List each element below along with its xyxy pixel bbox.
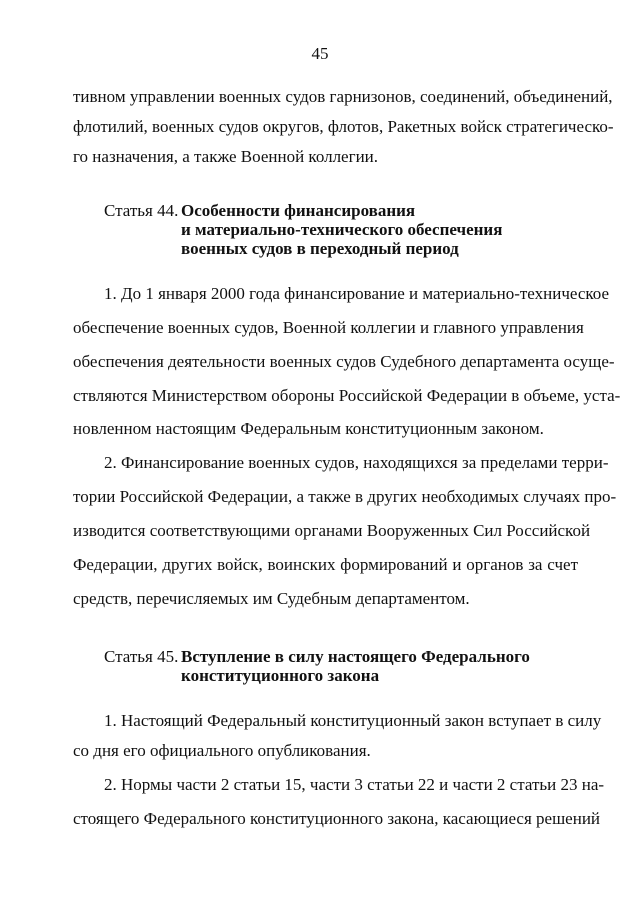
article-45-title-line: Вступление в силу настоящего Федерального xyxy=(181,647,530,666)
article-44-para1-line: 1. До 1 января 2000 года финансирование и материально-техническое xyxy=(104,284,610,303)
article-45-label: Статья 45. xyxy=(104,647,179,666)
article-44-para2-line: средств, перечисляемых им Судебным департаментом. xyxy=(73,589,470,608)
article-44-para2-line: изводится соответствующими органами Вооруженных Сил Российской xyxy=(73,521,591,540)
intro-line: го назначения, а также Военной коллегии. xyxy=(73,147,379,166)
article-45-para2-line: 2. Нормы части 2 статьи 15, части 3 статьи 22 и части 2 статьи 23 на- xyxy=(104,775,605,794)
intro-line: тивном управлении военных судов гарнизонов, соединений, объединений, xyxy=(73,87,613,106)
article-44-title-line: Особенности финансирования xyxy=(181,201,416,220)
article-44-para2-line: тории Российской Федерации, а также в других необходимых случаях про- xyxy=(73,487,617,506)
article-44-para2-line: 2. Финансирование военных судов, находящихся за пределами терри- xyxy=(104,453,609,472)
article-44-title-line: военных судов в переходный период xyxy=(181,239,459,258)
article-45-para1-line: 1. Настоящий Федеральный конституционный закон вступает в силу xyxy=(104,711,602,730)
article-44-para1-line: ствляются Министерством обороны Российской Федерации в объеме, уста- xyxy=(73,386,621,405)
intro-line: флотилий, военных судов округов, флотов, Ракетных войск стратегическо- xyxy=(73,117,614,136)
article-44-para2-line: Федерации, других войск, воинских формирований и органов за счет xyxy=(73,555,578,574)
page-number: 45 xyxy=(311,44,329,63)
article-45-para2-line: стоящего Федерального конституционного закона, касающиеся решений xyxy=(73,809,601,828)
article-45-title-line: конституционного закона xyxy=(181,666,380,685)
article-44-title-line: и материально-технического обеспечения xyxy=(181,220,503,239)
article-44-para1-line: обеспечения деятельности военных судов Судебного департамента осуще- xyxy=(73,352,615,371)
article-45-para1-line: со дня его официального опубликования. xyxy=(73,741,371,760)
article-44-label: Статья 44. xyxy=(104,201,179,220)
article-44-para1-line: обеспечение военных судов, Военной коллегии и главного управления xyxy=(73,318,584,337)
article-44-para1-line: новленном настоящим Федеральным конституционным законом. xyxy=(73,419,544,438)
